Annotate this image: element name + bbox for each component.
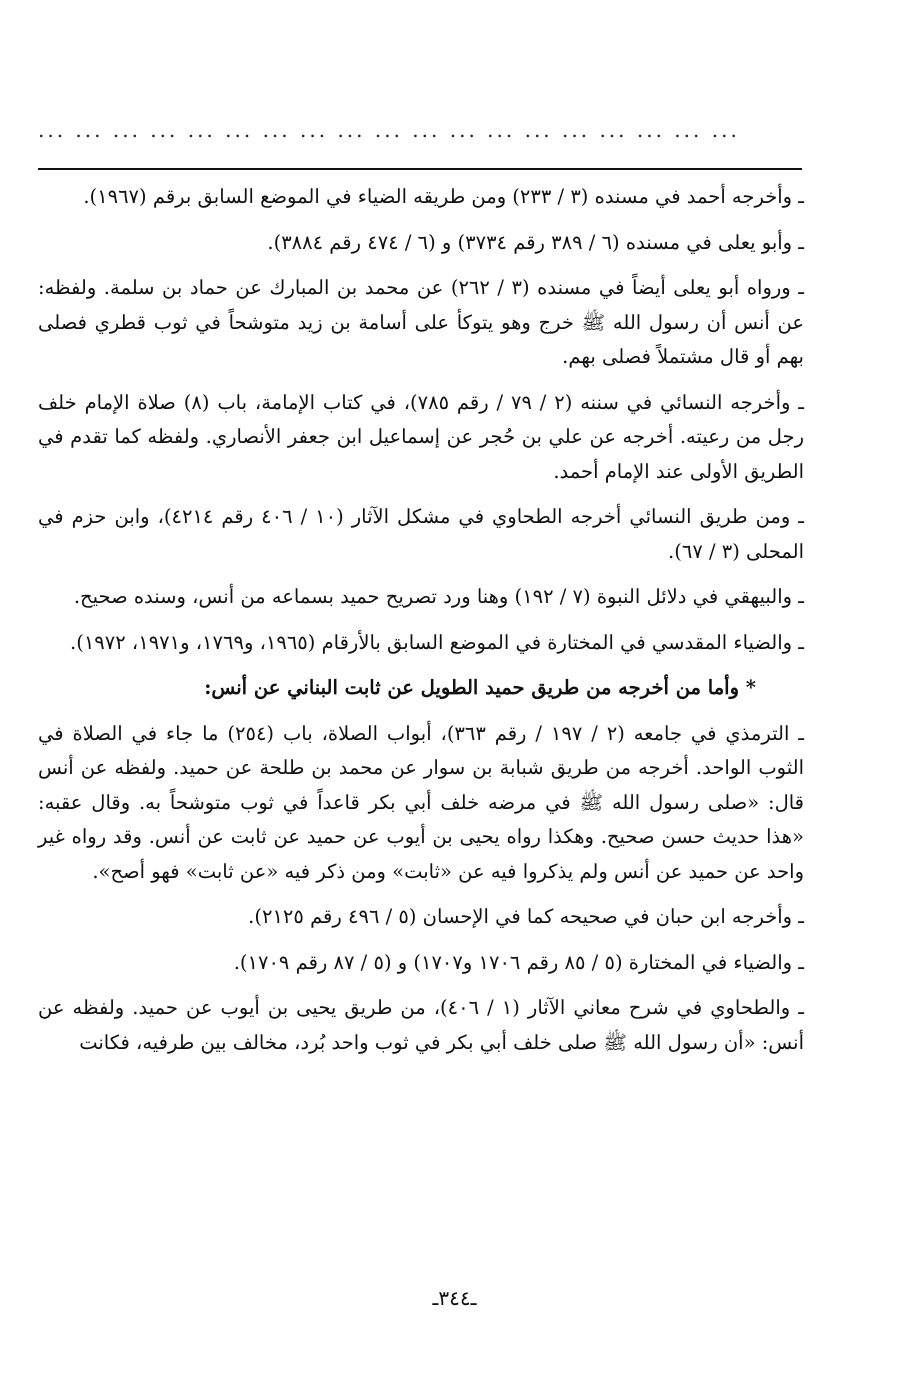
paragraph-diya: ـ والضياء المقدسي في المختارة في الموضع السابق بالأرقام (١٩٦٥، و١٧٦٩، و١٩٧١، ١٩٧٢).: [70, 630, 804, 654]
paragraph-abu-yala: ـ وأبو يعلى في مسنده (٦ / ٣٨٩ رقم ٣٧٣٤) و (٦ / ٤٧٤ رقم ٣٨٨٤).: [267, 230, 804, 254]
paragraph-nasai: ـ وأخرجه النسائي في سننه (٢ / ٧٩ / رقم ٧٨٥)، في كتاب الإمامة، باب (٨) صلاة الإمام خلف رجل من رعيته. أخرجه عن علي بن حُجر عن إسماعيل ابن جعفر الأنصاري. ولفظه كما تقدم في الطريق الأولى عند الإمام أحمد.: [38, 390, 804, 483]
page-number: ـ٣٤٤ـ: [432, 1286, 477, 1310]
paragraph-abu-yala-2: ـ ورواه أبو يعلى أيضاً في مسنده (٣ / ٢٦٢) عن محمد بن المبارك عن حماد بن سلمة. ولفظه: عن أنس أن رسول الله ﷺ خرج وهو يتوكأ على أسامة بن زيد متوشحاً في ثوب قطري فصلى بهم أو قال مشتملاً فصلى بهم.: [38, 276, 804, 368]
paragraph-tahawi: ـ ومن طريق النسائي أخرجه الطحاوي في مشكل الآثار (١٠ / ٤٠٦ رقم ٤٢١٤)، وابن حزم في المحلى (٣ / ٦٧).: [38, 505, 805, 563]
paragraph-ibn-hibban: ـ وأخرجه ابن حبان في صحيحه كما في الإحسان (٥ / ٤٩٦ رقم ٢١٢٥).: [248, 905, 804, 928]
paragraph-tirmidhi: ـ الترمذي في جامعه (٢ / ١٩٧ / رقم ٣٦٣)، أبواب الصلاة، باب (٢٥٤) ما جاء في الصلاة في الثوب الواحد. أخرجه من طريق شبابة بن سوار عن محمد بن طلحة عن حميد. ولفظه عن أنس قال: «صلى رسول الله ﷺ في مرضه خلف أبي بكر قاعداً في ثوب متوشحاً به. وقال عقبه: «هذا حديث حسن صحيح. وهكذا رواه يحيى بن أيوب عن حميد عن ثابت عن أنس. وقد رواه غير واحد عن حميد عن أنس ولم يذكروا فيه عن «ثابت» ومن ذكر فيه «عن ثابت» فهو أصح».: [38, 721, 804, 883]
paragraph-bayhaqi: ـ والبيهقي في دلائل النبوة (٧ / ١٩٢) وهنا ورد تصريح حميد بسماعه من أنس، وسنده صحيح.: [73, 585, 804, 608]
section-heading: * وأما من أخرجه من طريق حميد الطويل عن ثابت البناني عن أنس:: [204, 676, 756, 699]
header-rule: [38, 168, 802, 170]
paragraph-tahawi-2: ـ والطحاوي في شرح معاني الآثار (١ / ٤٠٦)، من طريق يحيى بن أيوب عن حميد. ولفظه عن أنس: «أن رسول الله ﷺ صلى خلف أبي بكر في ثوب واحد بُرد، مخالف بين طرفيه، فكانت: [38, 996, 804, 1054]
paragraph-ahmad: ـ وأخرجه أحمد في مسنده (٣ / ٢٣٣) ومن طريقه الضياء في الموضع السابق برقم (١٩٦٧).: [83, 185, 804, 208]
header-dots: ... ... ... ... ... ... ... ... ... ... ... ... ... ... ... ... ... ... ...: [38, 118, 740, 142]
main-text: [38, 180, 804, 1071]
paragraph-diya-2: ـ والضياء في المختارة (٥ / ٨٥ رقم ١٧٠٦ و١٧٠٧) و (٥ / ٨٧ رقم ١٧٠٩).: [233, 950, 804, 974]
